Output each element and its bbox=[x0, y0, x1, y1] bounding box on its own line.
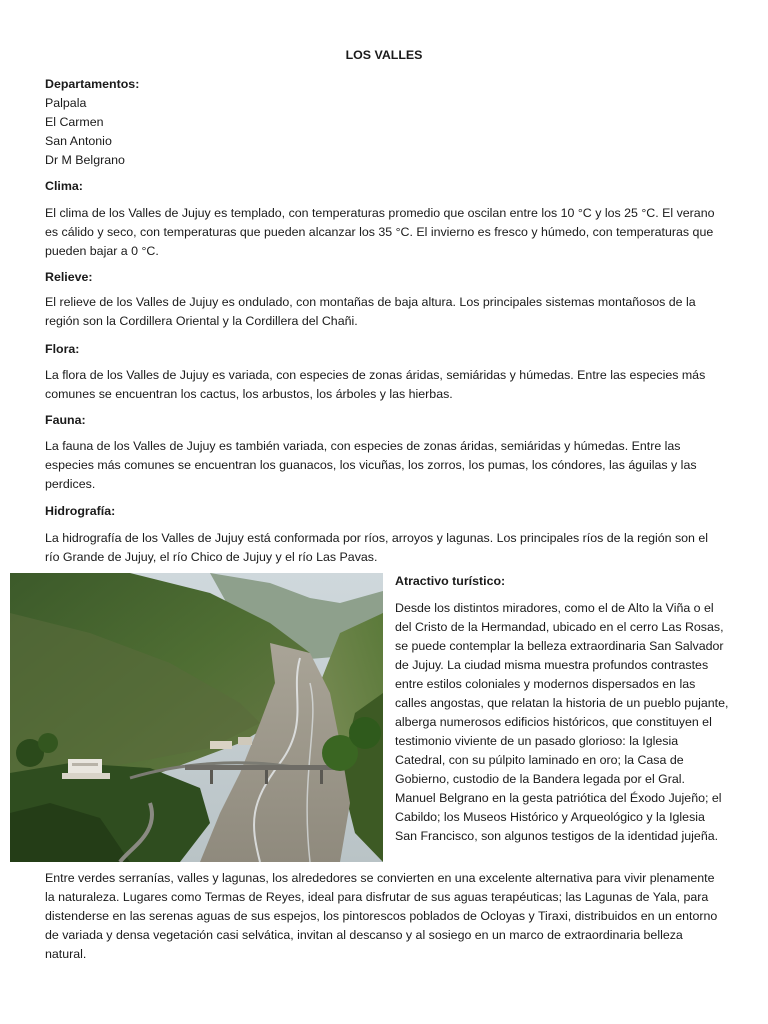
attraction-heading: Atractivo turístico: bbox=[395, 574, 506, 588]
section-body-flora: La flora de los Valles de Jujuy es variada, con especies de zonas áridas, semiáridas y húmedas. Entre las especies más comunes se encuentran los cactus, los arbustos, los árboles y las hierbas. bbox=[45, 368, 706, 401]
attraction-closing: Entre verdes serranías, valles y lagunas, los alrededores se convierten en una excelente alternativa para vivir plenamente la naturaleza. Lugares como Termas de Reyes, ideal para disfrutar de sus aguas terapéuticas; las Lagunas de Yala, para distenderse en las serenas aguas de sus espejos, los pintorescos poblados de Ocloyas y Tiraxi, distribuidos en un entorno de variada y densa vegetación casi selvática, invitan al descanso y al sosiego en un marco de extraordinaria belleza natural. bbox=[45, 871, 718, 961]
section-heading-flora: Flora: bbox=[45, 342, 80, 356]
page-title: LOS VALLES bbox=[345, 48, 423, 62]
department-item: El Carmen bbox=[45, 115, 104, 129]
section-heading-hidrografia: Hidrografía: bbox=[45, 504, 116, 518]
section-heading-fauna: Fauna: bbox=[45, 413, 86, 427]
section-body-relieve: El relieve de los Valles de Jujuy es ondulado, con montañas de baja altura. Los principales sistemas montañosos de la región son la Cordillera Oriental y la Cordillera del Chañi. bbox=[45, 295, 696, 328]
section-body-fauna: La fauna de los Valles de Jujuy es también variada, con especies de zonas áridas, semiáridas y húmedas. Entre las especies más comunes se encuentran los guanacos, los vicuñas, los zorros, los pumas, los cóndores, las águilas y las perdices. bbox=[45, 439, 697, 491]
section-body-hidrografia: La hidrografía de los Valles de Jujuy está conformada por ríos, arroyos y lagunas. Los principales ríos de la región son el río Grande de Jujuy, el río Chico de Jujuy y el río Las Pavas. bbox=[45, 531, 709, 564]
section-heading-clima: Clima: bbox=[45, 179, 83, 193]
department-item: San Antonio bbox=[45, 134, 112, 148]
section-heading-relieve: Relieve: bbox=[45, 270, 93, 284]
attraction-body: Desde los distintos miradores, como el de Alto la Viña o el del Cristo de la Hermandad, ubicado en el cerro Las Rosas, se puede contemplar la belleza extraordinaria San Salvador de Jujuy. La ciudad misma muestra profundos contrastes entre estilos coloniales y modernos dispersados en las calles angostas, que relatan la historia de un pueblo pujante, alberga numerosos edificios históricos, que constituyen el testimonio viviente de un pasado glorioso: la Iglesia Catedral, con su púlpito laminado en oro; la Casa de Gobierno, custodio de la Bandera legada por el Gral. Manuel Belgrano en la gesta patriótica del Éxodo Jujeño; el Cabildo; los Museos Histórico y Arqueológico y la Iglesia San Francisco, son algunos testigos de la identidad jujeña. bbox=[395, 601, 729, 843]
departments-block bbox=[45, 75, 725, 170]
department-item: Palpala bbox=[45, 96, 87, 110]
department-item: Dr M Belgrano bbox=[45, 153, 125, 167]
valley-photo bbox=[10, 573, 383, 862]
departments-heading: Departamentos: bbox=[45, 77, 140, 91]
section-body-clima: El clima de los Valles de Jujuy es templado, con temperaturas promedio que oscilan entre los 10 °C y los 25 °C. El verano es cálido y seco, con temperaturas que pueden alcanzar los 35 °C. El invierno es fresco y húmedo, con temperaturas que pueden bajar a 0 °C. bbox=[45, 206, 715, 258]
attraction-block bbox=[395, 572, 729, 846]
